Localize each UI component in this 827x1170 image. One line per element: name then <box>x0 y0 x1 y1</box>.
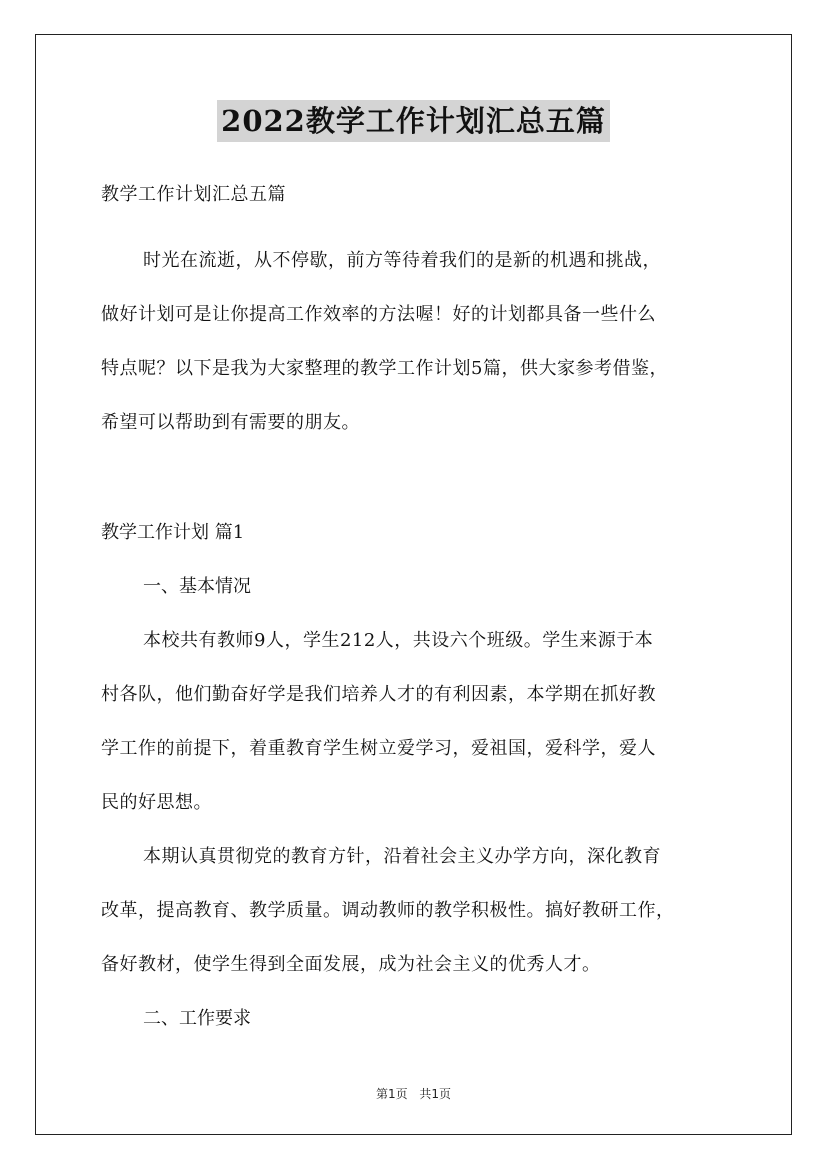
subheading-basic-situation: 一、基本情况 <box>143 576 251 597</box>
title-wrap <box>0 100 827 142</box>
spacer <box>101 450 737 506</box>
paragraph-line: 备好教材，使学生得到全面发展，成为社会主义的优秀人才。 <box>101 954 601 975</box>
paragraph-line: 本期认真贯彻党的教育方针，沿着社会主义办学方向，深化教育 <box>143 846 661 867</box>
paragraph-line: 民的好思想。 <box>101 792 212 813</box>
intro-line: 做好计划可是让你提高工作效率的方法喔！好的计划都具备一些什么 <box>101 304 656 325</box>
intro-line: 特点呢？以下是我为大家整理的教学工作计划5篇，供大家参考借鉴， <box>101 358 668 379</box>
page-number-current: 第1页 <box>375 1087 408 1101</box>
document-subtitle: 教学工作计划汇总五篇 <box>101 184 286 205</box>
page-number-total: 共1页 <box>419 1087 452 1101</box>
subheading-work-requirements: 二、工作要求 <box>143 1008 251 1029</box>
paragraph-line: 学工作的前提下，着重教育学生树立爱学习，爱祖国，爱科学，爱人 <box>101 738 656 759</box>
paragraph-line: 本校共有教师9人，学生212人，共设六个班级。学生来源于本 <box>143 630 654 651</box>
page-footer <box>0 1085 827 1102</box>
intro-paragraph <box>101 234 737 450</box>
paragraph-line: 改革，提高教育、教学质量。调动教师的教学积极性。搞好教研工作， <box>101 900 675 921</box>
document-body <box>101 178 737 1046</box>
section-heading: 教学工作计划 篇1 <box>101 522 245 543</box>
paragraph-line: 村各队，他们勤奋好学是我们培养人才的有利因素，本学期在抓好教 <box>101 684 656 705</box>
document-title: 2022教学工作计划汇总五篇 <box>217 100 610 142</box>
intro-line: 希望可以帮助到有需要的朋友。 <box>101 412 360 433</box>
paragraph-policy <box>101 830 737 992</box>
paragraph-basic-situation <box>101 614 737 830</box>
intro-line: 时光在流逝，从不停歇，前方等待着我们的是新的机遇和挑战， <box>143 250 661 271</box>
